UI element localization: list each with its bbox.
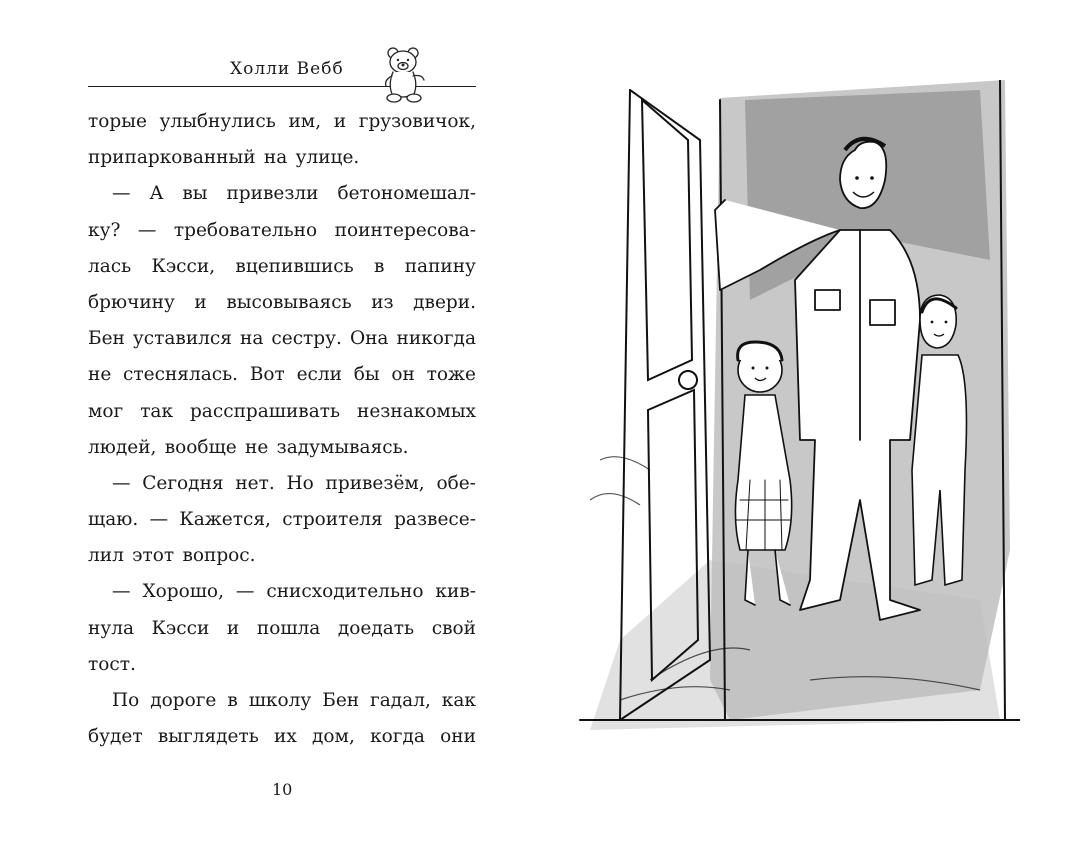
- teddy-bear-icon: [380, 44, 428, 104]
- word: брючину: [88, 291, 175, 313]
- word: и: [226, 617, 240, 639]
- word: грузовичок,: [358, 111, 476, 132]
- word: Вот: [249, 364, 285, 386]
- text-line: [88, 357, 476, 393]
- word: уставился: [132, 328, 232, 350]
- word: гадал,: [370, 690, 431, 711]
- word: торые: [88, 111, 147, 132]
- word: дом,: [312, 726, 355, 748]
- word: улице.: [295, 147, 360, 169]
- text-line: [88, 683, 476, 719]
- text-line: [88, 213, 476, 249]
- doorway-illustration: [560, 80, 1020, 745]
- word: —: [137, 219, 157, 241]
- word: из: [371, 291, 394, 313]
- author-name: Холли Вебб: [230, 59, 344, 79]
- word: Хорошо,: [142, 581, 224, 603]
- word: поинтересова-: [334, 219, 476, 241]
- word: нула: [88, 617, 134, 639]
- word: не: [88, 364, 112, 386]
- text-line: [88, 647, 476, 683]
- word: вы: [182, 183, 208, 205]
- word: так: [140, 400, 174, 422]
- word: и: [194, 291, 207, 313]
- text-line: [88, 321, 476, 357]
- word: бетономешал-: [337, 183, 476, 205]
- word: Кэсси,: [151, 255, 216, 277]
- word: мог: [88, 400, 124, 422]
- word: он: [391, 364, 415, 386]
- word: припаркованный: [88, 147, 256, 169]
- text-line: [88, 466, 476, 502]
- word: как: [441, 690, 476, 711]
- word: щаю.: [88, 509, 139, 531]
- page-number: 10: [272, 780, 293, 799]
- word: По: [112, 690, 140, 711]
- word: Бен: [88, 328, 125, 350]
- word: Сегодня: [142, 472, 224, 494]
- text-line: [88, 502, 476, 538]
- word: они: [440, 726, 476, 748]
- word: сестру.: [271, 328, 342, 350]
- text-line: [88, 104, 476, 140]
- word: вопрос.: [182, 545, 256, 567]
- text-line: [88, 538, 476, 574]
- word: двери.: [413, 291, 476, 313]
- word: развесе-: [394, 509, 476, 531]
- word: нет.: [235, 472, 275, 494]
- word: бы: [353, 364, 380, 386]
- text-line: [88, 430, 476, 466]
- word: Кэсси: [151, 617, 210, 639]
- word: ку?: [88, 219, 121, 241]
- word: если: [296, 364, 342, 386]
- word: привезём,: [325, 472, 425, 494]
- word: когда: [370, 726, 425, 748]
- word: Но: [286, 472, 314, 494]
- word: тост.: [88, 653, 136, 675]
- word: А: [149, 183, 164, 205]
- word: расспрашивать: [189, 400, 341, 422]
- word: задумываясь.: [276, 436, 409, 458]
- word: Кажется,: [179, 509, 271, 531]
- word: им,: [288, 111, 322, 132]
- word: их: [274, 726, 297, 748]
- word: —: [149, 509, 169, 531]
- word: —: [112, 183, 131, 205]
- word: Бен: [322, 690, 360, 711]
- word: на: [239, 328, 264, 350]
- word: доедать: [337, 617, 415, 639]
- word: папину: [404, 255, 476, 277]
- word: высовываясь: [226, 291, 352, 313]
- word: школу: [248, 690, 312, 711]
- word: кив-: [435, 581, 476, 603]
- word: строителя: [282, 509, 383, 531]
- word: —: [235, 581, 255, 603]
- text-line: [88, 611, 476, 647]
- word: привезли: [226, 183, 319, 205]
- word: стеснялась.: [123, 364, 239, 386]
- text-line: [88, 140, 476, 176]
- word: никогда: [396, 328, 476, 350]
- word: Она: [349, 328, 389, 350]
- word: лил: [88, 545, 124, 567]
- word: вцепившись: [235, 255, 354, 277]
- word: обе-: [436, 472, 476, 494]
- text-line: [88, 176, 476, 212]
- body-text: [88, 104, 476, 755]
- word: в: [227, 690, 238, 711]
- word: —: [112, 472, 131, 494]
- text-line: [88, 719, 476, 755]
- word: требовательно: [173, 219, 318, 241]
- word: будет: [88, 726, 143, 748]
- word: не: [245, 436, 269, 458]
- word: на: [263, 147, 288, 169]
- word: свой: [431, 617, 476, 639]
- word: улыбнулись: [159, 111, 276, 132]
- text-line: [88, 394, 476, 430]
- word: в: [374, 255, 385, 277]
- word: вообще: [164, 436, 237, 458]
- word: снисходительно: [266, 581, 424, 603]
- word: незнакомых: [357, 400, 476, 422]
- text-line: [88, 574, 476, 610]
- word: пошла: [256, 617, 321, 639]
- word: и: [333, 111, 347, 132]
- text-line: [88, 285, 476, 321]
- text-line: [88, 249, 476, 285]
- word: выглядеть: [157, 726, 259, 748]
- word: лась: [88, 255, 132, 277]
- word: тоже: [426, 364, 476, 386]
- word: —: [112, 581, 131, 603]
- word: людей,: [88, 436, 157, 458]
- word: дороге: [150, 690, 217, 711]
- word: этот: [132, 545, 175, 567]
